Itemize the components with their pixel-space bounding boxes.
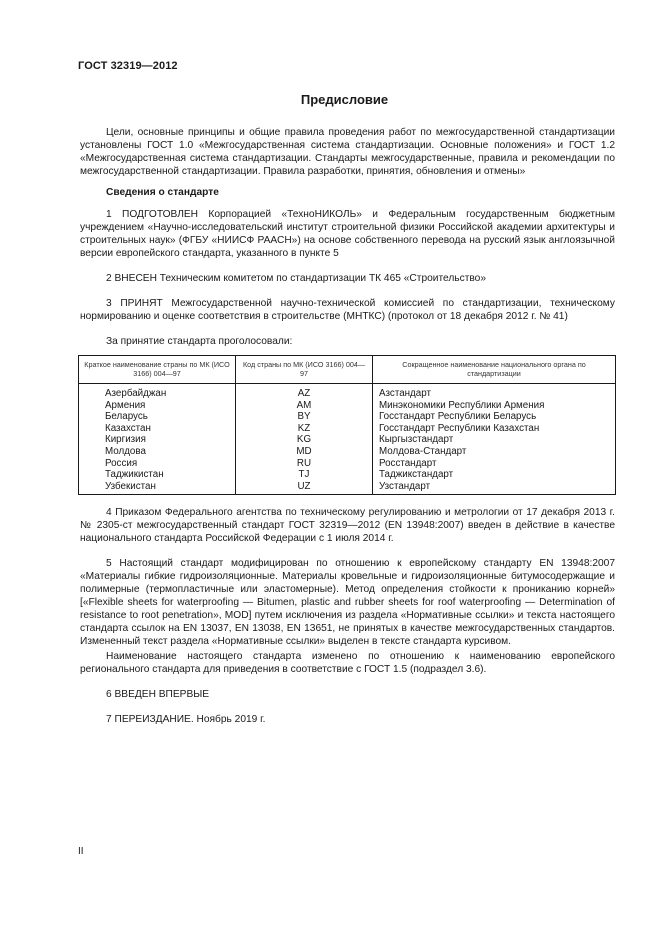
page-content: [80, 126, 615, 726]
header-code: Код страны по МК (ИСО 3166) 004—97: [236, 356, 373, 384]
body-cell: Госстандарт Республики Беларусь: [373, 411, 616, 423]
code-cell: RU: [236, 458, 373, 470]
table-header-row: [79, 356, 616, 384]
section-title: Сведения о стандарте: [106, 187, 219, 198]
header-country: Краткое наименование страны по МК (ИСО 3166) 004—97: [79, 356, 236, 384]
table-row: [79, 400, 616, 412]
country-cell: Россия: [79, 458, 236, 470]
intro-paragraph: Цели, основные принципы и общие правила проведения работ по межгосударственной стандартизации установлены ГОСТ 1.0 «Межгосударственная система стандартизации. Основные положения» и ГОСТ 1.2 «Межгосударственная система стандартизации. Стандарты межгосударственные, правила и рекомендации по межгосударственной стандартизации. Правила разработки, принятия, обновления и отмены»: [80, 127, 615, 177]
country-cell: Азербайджан: [79, 384, 236, 400]
code-cell: AZ: [236, 384, 373, 400]
body-cell: Таджикстандарт: [373, 469, 616, 481]
table-row: [79, 423, 616, 435]
country-cell: Армения: [79, 400, 236, 412]
country-cell: Молдова: [79, 446, 236, 458]
body-cell: Молдова-Стандарт: [373, 446, 616, 458]
code-cell: UZ: [236, 481, 373, 495]
table-row: [79, 384, 616, 400]
item-7-paragraph: 7 ПЕРЕИЗДАНИЕ. Ноябрь 2019 г.: [106, 714, 266, 726]
body-cell: Кыргызстандарт: [373, 434, 616, 446]
country-cell: Таджикистан: [79, 469, 236, 481]
table-row: [79, 458, 616, 470]
country-cell: Беларусь: [79, 411, 236, 423]
code-cell: BY: [236, 411, 373, 423]
table-row: [79, 481, 616, 495]
item-2-paragraph: 2 ВНЕСЕН Техническим комитетом по стандартизации ТК 465 «Строительство»: [106, 273, 486, 284]
table-row: [79, 446, 616, 458]
code-cell: TJ: [236, 469, 373, 481]
item-3-paragraph: 3 ПРИНЯТ Межгосударственной научно-технической комиссией по стандартизации, техническому нормированию и оценке соответствия в строительстве (МНТКС) (протокол от 18 декабря 2012 г. № 41): [80, 298, 615, 322]
code-cell: KZ: [236, 423, 373, 435]
table-row: [79, 469, 616, 481]
page-title: Предисловие: [300, 92, 389, 107]
table-row: [79, 434, 616, 446]
body-cell: Госстандарт Республики Казахстан: [373, 423, 616, 435]
country-cell: Узбекистан: [79, 481, 236, 495]
body-cell: Азстандарт: [373, 384, 616, 400]
item-4-paragraph: 4 Приказом Федерального агентства по техническому регулированию и метрологии от 17 декабря 2013 г. № 2305-ст межгосударственный стандарт ГОСТ 32319—2012 (EN 13948:2007) введен в действие в качестве национального стандарта Российской Федерации с 1 июля 2014 г.: [80, 507, 615, 545]
item-5-extra-paragraph: Наименование настоящего стандарта изменено по отношению к наименованию европейского регионального стандарта для приведения в соответствие с ГОСТ 1.5 (подраздел 3.6).: [80, 651, 615, 676]
body-cell: Минэкономики Республики Армения: [373, 400, 616, 412]
code-cell: AM: [236, 400, 373, 412]
header-body: Сокращенное наименование национального органа по стандартизации: [373, 356, 616, 384]
voting-table: [78, 355, 616, 495]
vote-intro: За принятие стандарта проголосовали:: [106, 336, 293, 347]
item-6-paragraph: 6 ВВЕДЕН ВПЕРВЫЕ: [106, 689, 210, 701]
country-cell: Казахстан: [79, 423, 236, 435]
item-1-paragraph: 1 ПОДГОТОВЛЕН Корпорацией «ТехноНИКОЛЬ» и Федеральным государственным бюджетным учреждением «Научно-исследовательский институт строительной физики Российской академии архитектуры и строительных наук» (ФГБУ «НИИСФ РААСН») на основе собственного перевода на русский язык англоязычной версии европейского стандарта, указанного в пункте 5: [80, 209, 615, 259]
item-5-paragraph: 5 Настоящий стандарт модифицирован по отношению к европейскому стандарту EN 13948:2007 «Материалы гибкие гидроизоляционные. Материалы кровельные и гидроизоляционные битумосодержащие и полимерные (термопластичные или эластомерные). Метод определения стойкости к прониканию корней» [«Flexible sheets for waterproofing — Bitumen, plastic and rubber sheets for roof waterproofing — Determination of resistance to root penetration», MOD] путем исключения из раздела «Нормативные ссылки» и текста настоящего стандарта ссылок на EN 13037, EN 13038, EN 13651, не принятых в качестве межгосударственных стандартов. Измененный текст раздела «Нормативные ссылки» выделен в тексте стандарта курсивом.: [80, 558, 615, 648]
body-cell: Узстандарт: [373, 481, 616, 495]
document-header: ГОСТ 32319—2012: [78, 60, 178, 72]
table-row: [79, 411, 616, 423]
country-cell: Киргизия: [79, 434, 236, 446]
code-cell: KG: [236, 434, 373, 446]
body-cell: Росстандарт: [373, 458, 616, 470]
page-number: II: [78, 846, 84, 857]
code-cell: MD: [236, 446, 373, 458]
